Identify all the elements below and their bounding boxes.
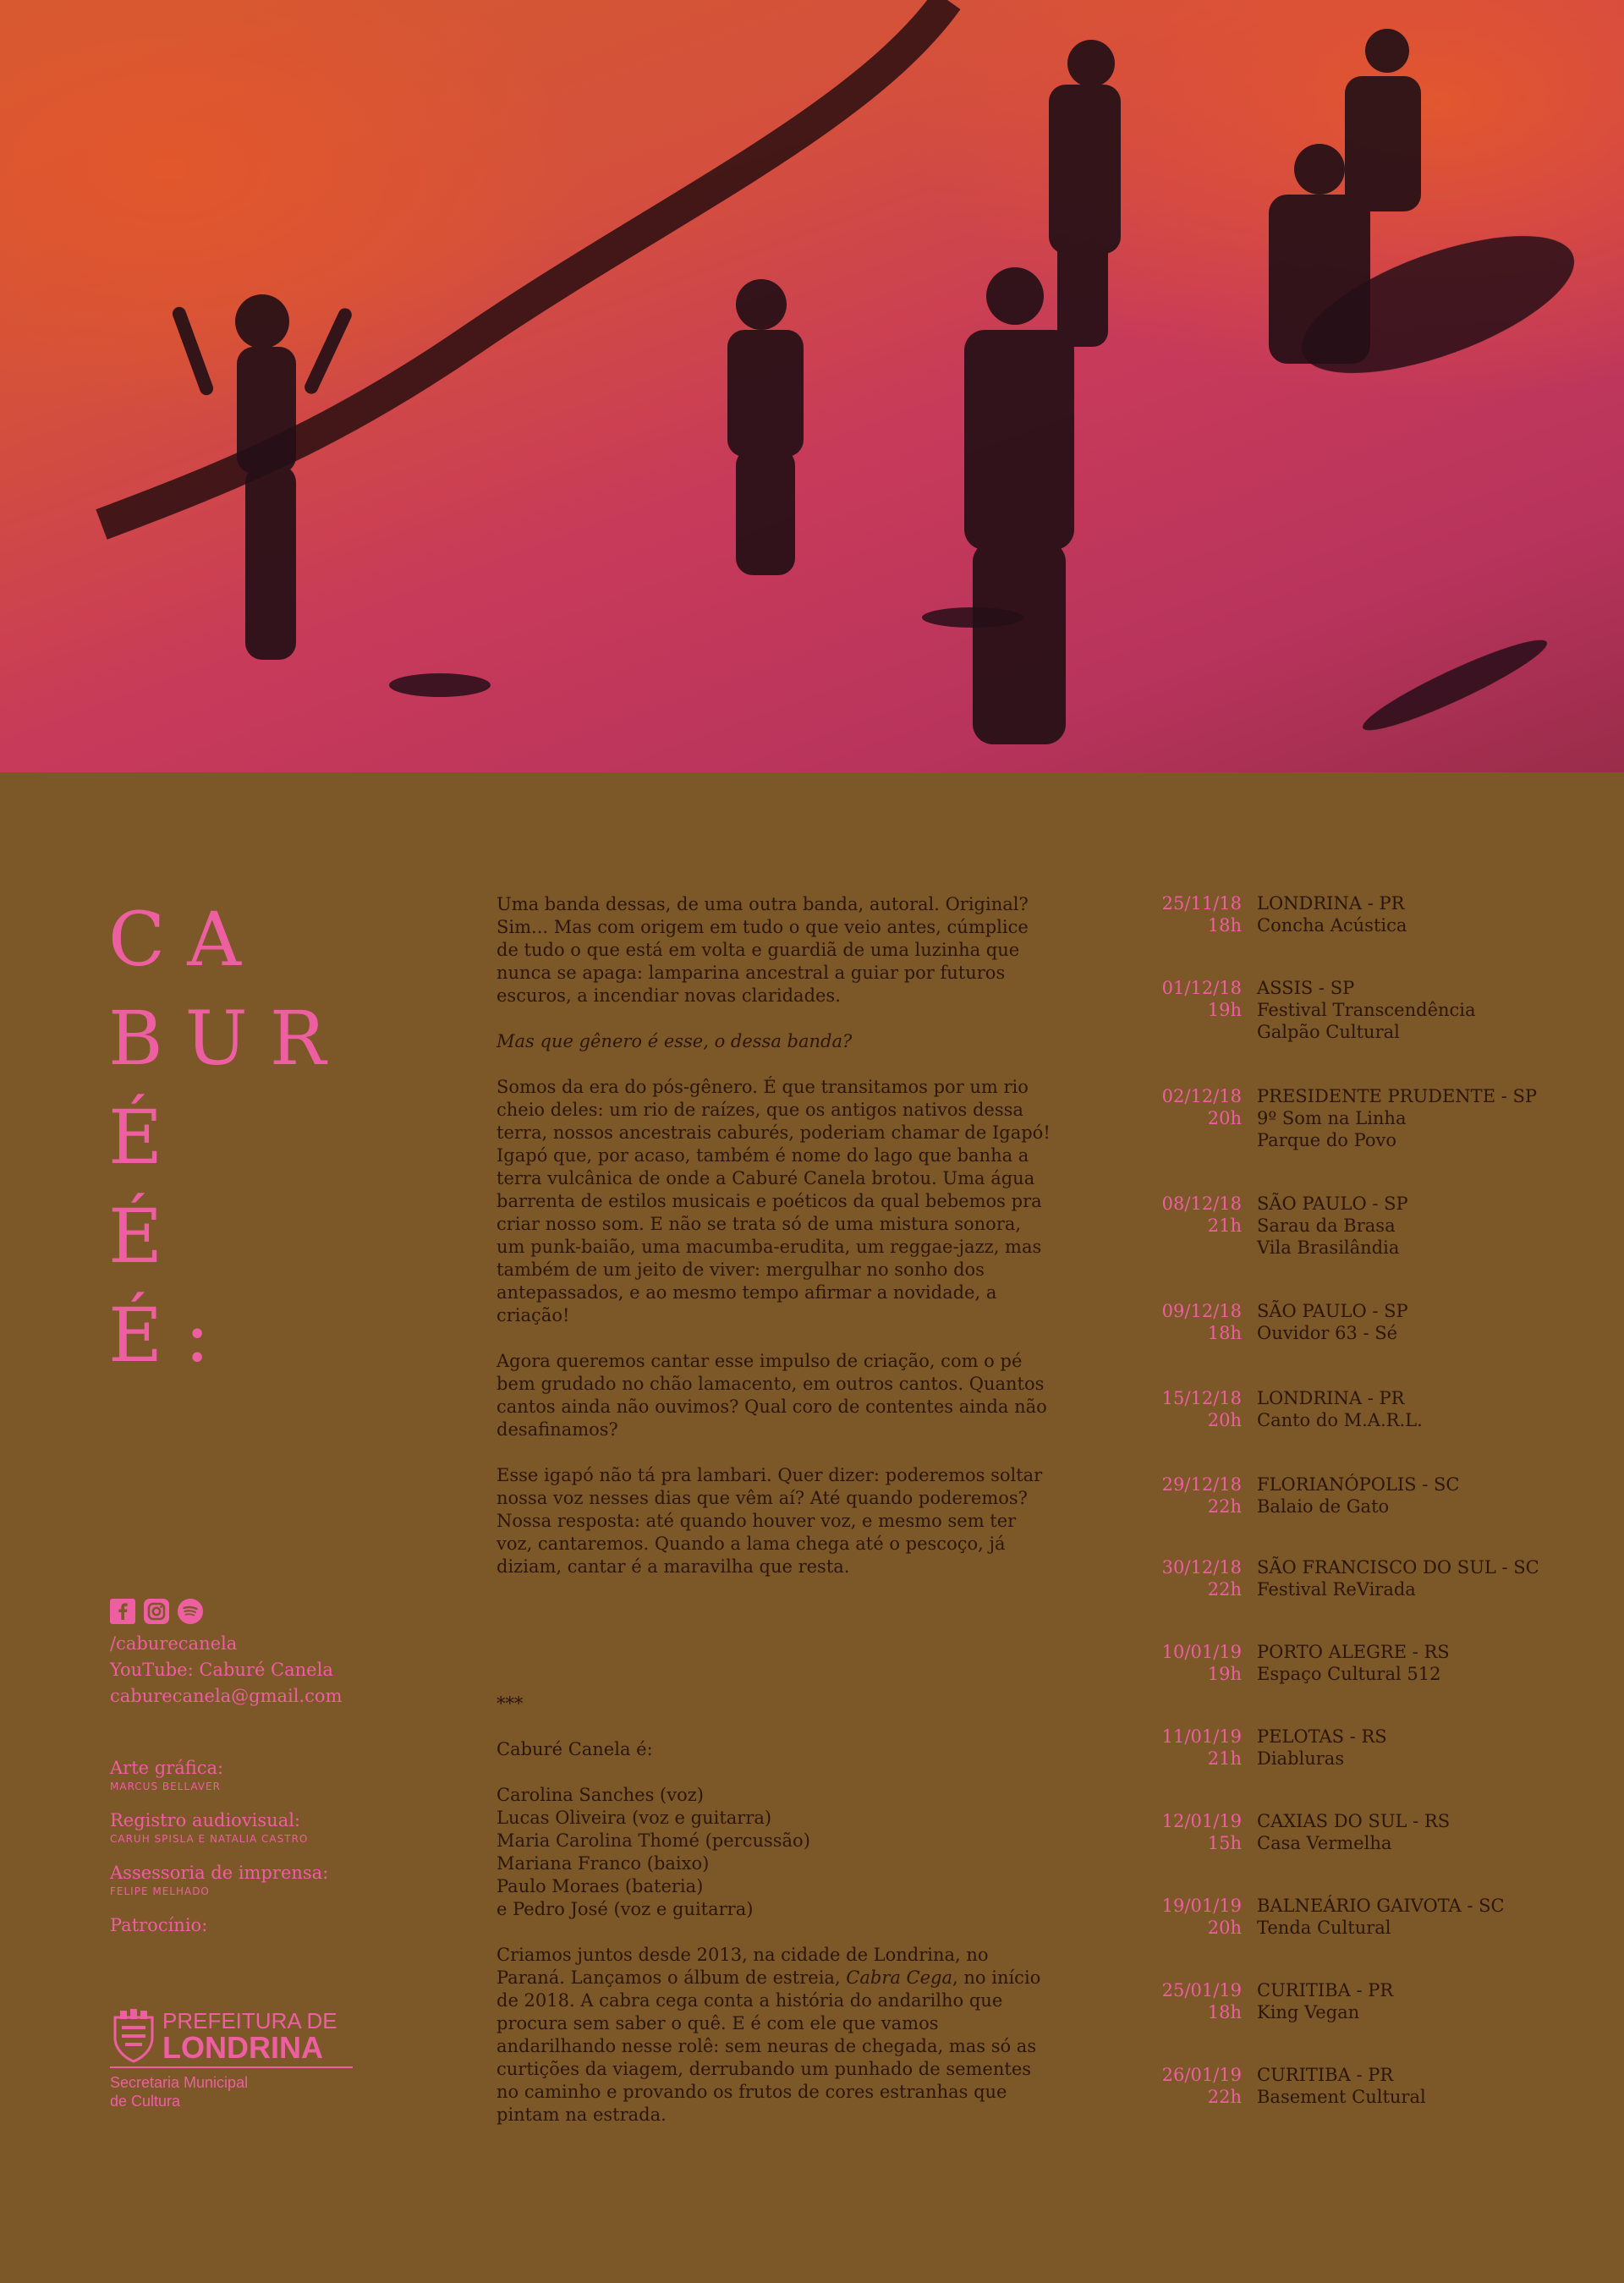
event-time: 19h bbox=[1207, 1000, 1242, 1020]
event-time: 21h bbox=[1207, 1748, 1242, 1769]
event-date: 30/12/18 bbox=[1161, 1557, 1242, 1578]
tour-date-entry bbox=[1125, 1641, 1599, 1685]
event-date: 02/12/18 bbox=[1161, 1086, 1242, 1106]
credit-name: FELIPE MELHADO bbox=[110, 1885, 210, 1897]
event-date: 09/12/18 bbox=[1161, 1301, 1242, 1321]
tour-date-entry bbox=[1125, 1726, 1599, 1770]
event-venue: Casa Vermelha bbox=[1257, 1833, 1392, 1853]
title-line: É bbox=[108, 1094, 185, 1181]
event-time: 19h bbox=[1207, 1664, 1242, 1684]
event-spacer bbox=[1125, 1021, 1257, 1043]
event-venue: King Vegan bbox=[1257, 2002, 1360, 2022]
event-time: 20h bbox=[1207, 1108, 1242, 1128]
spotify-icon[interactable] bbox=[178, 1599, 203, 1624]
credit-label: Registro audiovisual: bbox=[110, 1810, 301, 1830]
credit-label: Arte gráfica: bbox=[110, 1758, 224, 1778]
title-line: CA bbox=[108, 896, 263, 983]
tour-date-entry bbox=[1125, 1387, 1599, 1431]
event-time: 20h bbox=[1207, 1918, 1242, 1938]
event-time: 18h bbox=[1207, 1323, 1242, 1343]
event-time: 20h bbox=[1207, 1410, 1242, 1430]
event-city: ASSIS - SP bbox=[1257, 978, 1355, 998]
event-date: 29/12/18 bbox=[1161, 1474, 1242, 1495]
members-list bbox=[497, 1784, 1051, 1921]
event-time: 15h bbox=[1207, 1833, 1242, 1853]
event-date: 25/11/18 bbox=[1161, 893, 1242, 914]
paragraph: Esse igapó não tá pra lambari. Quer dizer: poderemos soltar nossa voz nesses dias que vêm aí? Até quando poderemos? Nossa resposta: até quando houver voz, e mesmo sem ter voz, cantaremos. Quando a lama chega até o pescoço, já diziam, cantar é a maravilha que resta. bbox=[497, 1465, 1043, 1577]
event-date: 10/01/19 bbox=[1161, 1642, 1242, 1662]
member: Carolina Sanches (voz) bbox=[497, 1785, 704, 1805]
credits bbox=[110, 1755, 431, 1938]
tour-date-entry bbox=[1125, 1193, 1599, 1259]
event-date: 12/01/19 bbox=[1161, 1811, 1242, 1831]
event-venue: Tenda Cultural bbox=[1257, 1918, 1391, 1938]
event-time: 22h bbox=[1207, 1496, 1242, 1517]
member: Mariana Franco (baixo) bbox=[497, 1853, 710, 1874]
tour-date-entry bbox=[1125, 2064, 1599, 2108]
event-date: 11/01/19 bbox=[1161, 1726, 1242, 1747]
event-city: PRESIDENTE PRUDENTE - SP bbox=[1257, 1086, 1537, 1106]
logo-subtitle: Secretaria Municipal bbox=[110, 2074, 249, 2091]
event-venue: Festival ReVirada bbox=[1257, 1579, 1416, 1600]
social-handle[interactable]: /caburecanela bbox=[110, 1633, 238, 1654]
event-city: SÃO PAULO - SP bbox=[1257, 1194, 1408, 1214]
members-title: Caburé Canela é: bbox=[497, 1739, 653, 1759]
tour-date-entry bbox=[1125, 977, 1599, 1043]
event-date: 01/12/18 bbox=[1161, 978, 1242, 998]
event-venue: Basement Cultural bbox=[1257, 2087, 1426, 2107]
paragraph: Somos da era do pós-gênero. É que transitamos por um rio cheio deles: um rio de raízes, que os antigos nativos dessa terra, nossos ancestrais caburés, poderiam chamar de Igapó! Igapó que, por acaso, também é nome do lago que banha a terra vulcânica de onde a Caburé Canela brotou. Uma água barrenta de estilos musicais e poéticos da qual bebemos pra criar nosso som. E não se trata só de uma mistura sonora, um punk-baião, uma macumba-erudita, um reggae-jazz, mas também de um jeito de viver: mergulhar no sonho dos antepassados, e ao mesmo tempo afirmar a novidade, a criação! bbox=[497, 1077, 1051, 1325]
event-city: PORTO ALEGRE - RS bbox=[1257, 1642, 1450, 1662]
paragraph: Agora queremos cantar esse impulso de criação, com o pé bem grudado no chão lamacento, em outros cantos. Quantos cantos ainda não ouvimos? Qual coro de contentes ainda não desafinamos? bbox=[497, 1351, 1047, 1440]
event-venue: Sarau da Brasa bbox=[1257, 1216, 1396, 1236]
event-time: 21h bbox=[1207, 1216, 1242, 1236]
event-venue: Diabluras bbox=[1257, 1748, 1345, 1769]
event-city: BALNEÁRIO GAIVOTA - SC bbox=[1257, 1896, 1505, 1916]
logo-divider bbox=[110, 2066, 353, 2068]
tour-date-entry bbox=[1125, 1556, 1599, 1600]
band-photo bbox=[0, 0, 1624, 772]
facebook-icon[interactable] bbox=[110, 1599, 135, 1624]
event-city: LONDRINA - PR bbox=[1257, 893, 1405, 914]
event-venue: Parque do Povo bbox=[1257, 1130, 1397, 1150]
sponsor-label: Patrocínio: bbox=[110, 1915, 208, 1935]
tour-date-entry bbox=[1125, 1474, 1599, 1517]
member: Maria Carolina Thomé (percussão) bbox=[497, 1830, 810, 1851]
event-city: CURITIBA - PR bbox=[1257, 2065, 1394, 2085]
poster-title bbox=[108, 890, 348, 1385]
title-line: É: bbox=[108, 1292, 232, 1379]
member: Paulo Moraes (bateria) bbox=[497, 1876, 704, 1896]
event-city: CURITIBA - PR bbox=[1257, 1980, 1394, 2000]
youtube-link[interactable]: YouTube: Caburé Canela bbox=[110, 1660, 333, 1680]
credit-name: CARUH SPISLA E NATALIA CASTRO bbox=[110, 1833, 309, 1845]
member: Lucas Oliveira (voz e guitarra) bbox=[497, 1808, 772, 1828]
event-venue: Espaço Cultural 512 bbox=[1257, 1664, 1441, 1684]
event-venue: Galpão Cultural bbox=[1257, 1022, 1400, 1042]
instagram-icon[interactable] bbox=[144, 1599, 169, 1624]
sponsor-logo bbox=[110, 2009, 353, 2110]
event-venue: Balaio de Gato bbox=[1257, 1496, 1390, 1517]
paragraph: Criamos juntos desde 2013, na cidade de Londrina, no Paraná. Lançamos o álbum de estreia, Cabra Cega, no início de 2018. A cabra cega conta a história do andarilho que procura sem saber o quê. E é com ele que vamos andarilhando nesse rolê: sem neuras de chegada, mas só as curtições da viagem, derrubando um punhado de sementes no caminho e provando os frutos de cores estranhas que pintam na estrada. bbox=[497, 1945, 1041, 2125]
event-time: 22h bbox=[1207, 2087, 1242, 2107]
event-date: 25/01/19 bbox=[1161, 1980, 1242, 2000]
member: e Pedro José (voz e guitarra) bbox=[497, 1899, 754, 1919]
question: Mas que gênero é esse, o dessa banda? bbox=[497, 1031, 853, 1051]
event-venue: Concha Acústica bbox=[1257, 915, 1407, 936]
event-time: 18h bbox=[1207, 2002, 1242, 2022]
separator: *** bbox=[497, 1693, 524, 1714]
event-spacer bbox=[1125, 1129, 1257, 1151]
event-date: 19/01/19 bbox=[1161, 1896, 1242, 1916]
event-venue: Canto do M.A.R.L. bbox=[1257, 1410, 1423, 1430]
album-title: Cabra Cega bbox=[846, 1967, 953, 1988]
credit-name: MARCUS BELLAVER bbox=[110, 1781, 221, 1792]
social-links bbox=[110, 1599, 343, 1710]
event-city: PELOTAS - RS bbox=[1257, 1726, 1387, 1747]
logo-line1: PREFEITURA DE bbox=[162, 2008, 337, 2033]
city-crest-icon bbox=[110, 2009, 157, 2063]
tour-date-entry bbox=[1125, 892, 1599, 936]
credit-label: Assessoria de imprensa: bbox=[110, 1863, 329, 1883]
event-city: FLORIANÓPOLIS - SC bbox=[1257, 1474, 1460, 1495]
event-date: 08/12/18 bbox=[1161, 1194, 1242, 1214]
event-venue: Ouvidor 63 - Sé bbox=[1257, 1323, 1398, 1343]
event-venue: Festival Transcendência bbox=[1257, 1000, 1476, 1020]
event-date: 15/12/18 bbox=[1161, 1388, 1242, 1408]
paragraph: Uma banda dessas, de uma outra banda, autoral. Original? Sim... Mas com origem em tudo o que veio antes, cúmplice de tudo o que está em volta e guardiã de uma luzinha que nunca se apaga: lamparina ancestral a guiar por futuros escuros, a incendiar novas claridades. bbox=[497, 894, 1029, 1006]
event-date: 26/01/19 bbox=[1161, 2065, 1242, 2085]
event-spacer bbox=[1125, 1237, 1257, 1259]
event-venue: Vila Brasilândia bbox=[1257, 1238, 1400, 1258]
event-city: CAXIAS DO SUL - RS bbox=[1257, 1811, 1451, 1831]
tour-date-entry bbox=[1125, 1895, 1599, 1939]
event-time: 22h bbox=[1207, 1579, 1242, 1600]
event-time: 18h bbox=[1207, 915, 1242, 936]
event-city: SÃO PAULO - SP bbox=[1257, 1301, 1408, 1321]
event-venue: 9º Som na Linha bbox=[1257, 1108, 1407, 1128]
logo-subtitle: de Cultura bbox=[110, 2093, 181, 2110]
tour-date-entry bbox=[1125, 1810, 1599, 1854]
tour-date-entry bbox=[1125, 1979, 1599, 2023]
manifesto-text bbox=[497, 893, 1051, 2149]
tour-date-entry bbox=[1125, 1300, 1599, 1344]
event-city: SÃO FRANCISCO DO SUL - SC bbox=[1257, 1557, 1539, 1578]
title-line: É bbox=[108, 1193, 185, 1280]
tour-date-entry bbox=[1125, 1085, 1599, 1151]
email-link[interactable]: caburecanela@gmail.com bbox=[110, 1686, 343, 1706]
title-line: BUR bbox=[108, 995, 348, 1082]
event-city: LONDRINA - PR bbox=[1257, 1388, 1405, 1408]
logo-line2: LONDRINA bbox=[162, 2030, 323, 2065]
